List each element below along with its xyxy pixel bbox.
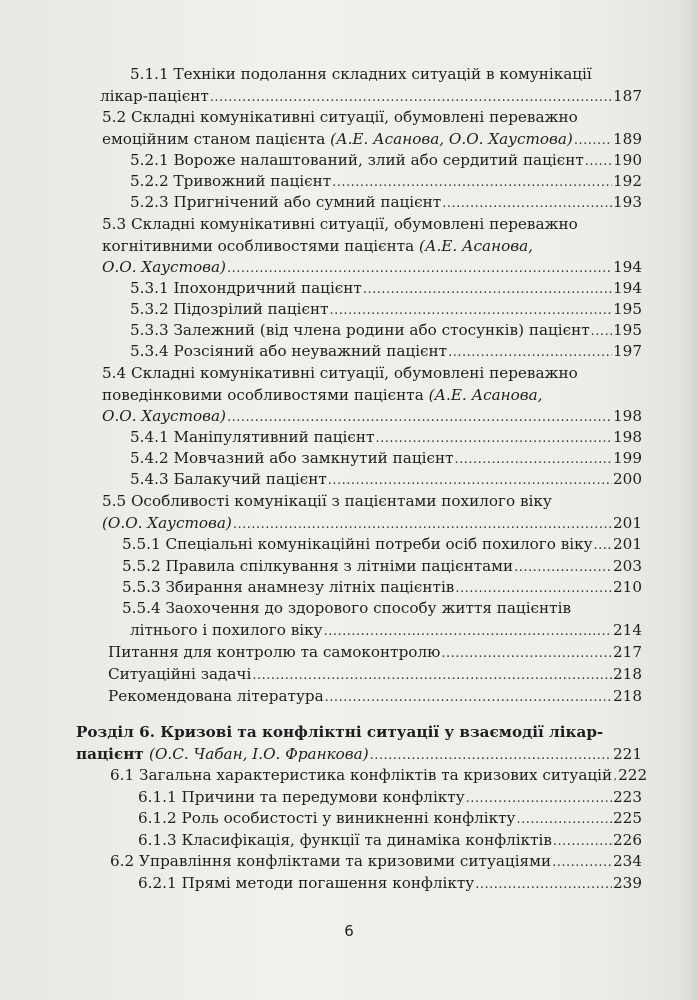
toc-entry-label: 6.1.1 Причини та передумови конфлікту (138, 788, 465, 806)
toc-entry-5-4 (102, 363, 642, 429)
toc-entry-label: 5.5.2 Правила спілкування з літніми пацієнтами (122, 557, 514, 575)
toc-page-number: 223 (613, 788, 642, 806)
toc-entry-5-3-2 (130, 299, 642, 322)
toc-entry-5-3-4 (130, 341, 642, 364)
toc-page-number: 226 (613, 831, 642, 849)
dot-leader (370, 745, 612, 767)
dot-leader (252, 665, 612, 687)
toc-page-number: 192 (613, 172, 642, 190)
toc-entry-authors: (О.С. Чабан, І.О. Франкова) (149, 744, 369, 763)
toc-entry-5-5-4 (122, 598, 642, 642)
dot-leader (514, 557, 612, 579)
toc-entry-label: Питання для контролю та самоконтролю (108, 643, 441, 661)
toc-entry-5-2 (102, 107, 642, 151)
dot-leader (552, 852, 612, 874)
toc-entry-5-5 (102, 491, 642, 535)
toc-page-number: 234 (613, 852, 642, 870)
toc-page-number: 203 (613, 557, 642, 575)
toc-entry-label: 5.3 Складні комунікативні ситуації, обумовлені переважно (102, 215, 578, 233)
toc-entry-authors: (О.О. Хаустова) (102, 513, 232, 532)
dot-leader (613, 766, 617, 788)
toc-entry-authors-cont: О.О. Хаустова) (102, 407, 226, 426)
toc-entry-label: 5.4.2 Мовчазний або замкнутий пацієнт (130, 449, 454, 467)
toc-entry-label: 5.2.1 Вороже налаштований, злий або сердитий пацієнт (130, 151, 584, 169)
dot-leader (448, 342, 612, 364)
toc-chapter-6 (76, 722, 642, 766)
toc-page-number: 198 (613, 407, 642, 426)
toc-entry-label: 5.2.2 Тривожний пацієнт (130, 172, 332, 190)
toc-entry-label: 6.2 Управління конфліктами та кризовими ситуаціями (110, 852, 552, 870)
toc-entry-label-cont: емоційним станом пацієнта (102, 129, 331, 148)
dot-leader (442, 193, 612, 215)
toc-entry-label: 5.4.1 Маніпулятивний пацієнт (130, 428, 375, 446)
dot-leader (227, 258, 612, 280)
dot-leader (466, 788, 612, 810)
toc-entry-6-1 (110, 765, 648, 788)
dot-leader (574, 130, 612, 152)
toc-entry-5-3-1 (130, 278, 642, 301)
toc-page-number: 221 (613, 744, 642, 763)
toc-entry-questions (108, 642, 642, 665)
toc-entry-label: 5.3.3 Залежний (від члена родини або стосунків) пацієнт (130, 321, 590, 339)
page-edge-shadow (682, 0, 698, 1000)
toc-entry-label: 5.2 Складні комунікативні ситуації, обумовлені переважно (102, 108, 578, 126)
toc-entry-label-cont: лікар-пацієнт (100, 86, 209, 105)
toc-page-number: 195 (613, 321, 642, 339)
toc-page-number: 201 (613, 535, 642, 553)
toc-page-number: 201 (613, 513, 642, 532)
dot-leader (227, 407, 612, 429)
toc-entry-literature (108, 686, 642, 709)
dot-leader (325, 687, 612, 709)
toc-entry-label: Ситуаційні задачі (108, 665, 252, 683)
dot-leader (332, 172, 612, 194)
toc-entry-label: 6.1.2 Роль особистості у виникненні конфлікту (138, 809, 516, 827)
dot-leader (210, 87, 612, 109)
toc-page-number: 214 (613, 620, 642, 639)
toc-page-number: 193 (613, 193, 642, 211)
dot-leader (233, 514, 612, 536)
toc-entry-label: 5.3.4 Розсіяний або неуважний пацієнт (130, 342, 448, 360)
dot-leader (591, 321, 612, 343)
dot-leader (553, 831, 612, 853)
toc-page-number: 194 (613, 258, 642, 277)
toc-page-number: 217 (613, 643, 642, 661)
dot-leader (585, 151, 612, 173)
toc-entry-authors: (А.Е. Асанова, О.О. Хаустова) (330, 129, 573, 148)
toc-entry-authors: (А.Е. Асанова, (428, 385, 543, 404)
toc-entry-5-4-2 (130, 448, 642, 471)
toc-page-number: 194 (613, 279, 642, 297)
dot-leader (455, 578, 612, 600)
toc-page-number: 197 (613, 342, 642, 360)
toc-entry-5-2-2 (130, 171, 642, 194)
toc-entry-label: 5.1.1 Техніки подолання складних ситуацій в комунікації (130, 65, 592, 83)
toc-entry-label: 5.5.3 Збирання анамнезу літніх пацієнтів (122, 578, 455, 596)
toc-entry-label: 5.5.4 Заохочення до здорового способу життя пацієнтів (122, 599, 571, 617)
toc-entry-6-2 (110, 851, 642, 874)
toc-page-number: 199 (613, 449, 642, 467)
toc-entry-authors-cont: О.О. Хаустова) (102, 258, 226, 277)
toc-page-number: 225 (613, 809, 642, 827)
toc-entry-5-4-1 (130, 427, 642, 450)
toc-entry-6-1-1 (138, 787, 642, 810)
toc-entry-label: 5.3.2 Підозрілий пацієнт (130, 300, 329, 318)
toc-entry-label: 5.5 Особливості комунікації з пацієнтами похилого віку (102, 492, 552, 510)
toc-entry-label: 5.5.1 Спеціальні комунікаційні потреби осіб похилого віку (122, 535, 593, 553)
toc-entry-label: Рекомендована література (108, 687, 324, 705)
chapter-title-cont: пацієнт (76, 744, 150, 763)
toc-page-number: 189 (613, 129, 642, 148)
toc-entry-authors: (А.Е. Асанова, (419, 236, 533, 255)
toc-page-number: 195 (613, 300, 642, 318)
toc-entry-5-5-2 (122, 556, 642, 579)
toc-entry-label: 5.4 Складні комунікативні ситуації, обумовлені переважно (102, 364, 578, 382)
toc-entry-label-cont: когнітивними особливостями пацієнта (102, 236, 420, 255)
toc-entry-5-5-3 (122, 577, 642, 600)
toc-entry-6-2-1 (138, 873, 642, 896)
toc-page-number: 198 (613, 428, 642, 446)
toc-entry-situational-tasks (108, 664, 642, 687)
toc-entry-5-2-3 (130, 192, 642, 215)
toc-page-number: 218 (613, 665, 642, 683)
dot-leader (441, 643, 612, 665)
toc-entry-5-5-1 (122, 534, 642, 557)
dot-leader (516, 809, 612, 831)
page-number: 6 (344, 922, 354, 940)
dot-leader (375, 428, 612, 450)
dot-leader (328, 470, 612, 492)
dot-leader (363, 279, 612, 301)
dot-leader (329, 300, 612, 322)
toc-page-number: 239 (613, 874, 642, 892)
toc-entry-label: 5.3.1 Іпохондричний пацієнт (130, 279, 362, 297)
dot-leader (454, 449, 612, 471)
toc-entry-label-cont: поведінковими особливостями пацієнта (102, 385, 429, 404)
toc-entry-5-2-1 (130, 150, 642, 173)
toc-entry-5-4-3 (130, 469, 642, 492)
toc-entry-label-cont: літнього і похилого віку (130, 620, 323, 639)
toc-page-number: 187 (613, 86, 642, 105)
dot-leader (594, 535, 612, 557)
toc-page-number: 218 (613, 687, 642, 705)
toc-page-number: 210 (613, 578, 642, 596)
toc-entry-5-1-1 (100, 64, 642, 108)
toc-entry-label: 5.2.3 Пригнічений або сумний пацієнт (130, 193, 442, 211)
dot-leader (324, 621, 612, 643)
toc-page-number: 200 (613, 470, 642, 488)
toc-entry-6-1-2 (138, 808, 642, 831)
dot-leader (475, 874, 612, 896)
toc-entry-5-3 (102, 214, 642, 280)
toc-page-number: 190 (613, 151, 642, 169)
toc-page-number: 222 (618, 766, 648, 784)
toc-entry-5-3-3 (130, 320, 642, 343)
toc-entry-label: 6.2.1 Прямі методи погашення конфлікту (138, 874, 475, 892)
toc-entry-label: 6.1 Загальна характеристика конфліктів та кризових ситуацій (110, 766, 613, 784)
toc-entry-label: 6.1.3 Класифікація, функції та динаміка конфліктів (138, 831, 552, 849)
toc-entry-6-1-3 (138, 830, 642, 853)
toc-entry-label: 5.4.3 Балакучий пацієнт (130, 470, 327, 488)
chapter-title: Розділ 6. Кризові та конфліктні ситуації у взаємодії лікар- (76, 723, 604, 741)
